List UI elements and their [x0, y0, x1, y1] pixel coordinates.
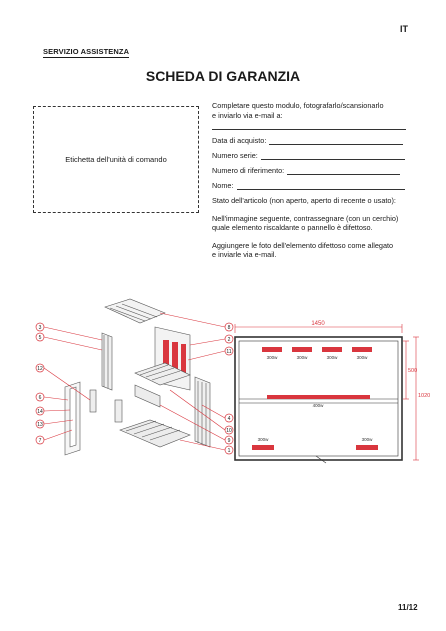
depth-dimension-label: 1020: [418, 393, 431, 399]
callout-5: 5: [38, 335, 42, 341]
callout-14: 14: [37, 409, 43, 415]
callout-1: 1: [227, 448, 231, 454]
circle-instruction-1: Nell'immagine seguente, contrassegnare (con un cerchio): [212, 213, 399, 223]
heater-top-3-label: 300w: [326, 355, 338, 360]
heater-bottom-1-label: 300w: [257, 437, 269, 442]
language-code: IT: [400, 24, 408, 34]
callouts-left: [36, 323, 44, 444]
heater-top-2-label: 300w: [296, 355, 308, 360]
circle-instruction-2: quale elemento riscaldante o pannello è difettoso.: [212, 223, 373, 232]
serial-number-label: Numero serie:: [212, 150, 258, 160]
callout-2: 2: [227, 337, 231, 343]
page-number: 11/12: [398, 603, 418, 612]
callout-6: 6: [38, 395, 42, 401]
callout-7: 7: [38, 438, 42, 444]
reference-number-field[interactable]: [287, 166, 400, 175]
name-field[interactable]: [237, 181, 405, 190]
photo-instruction-1: Aggiungere le foto dell'elemento difettoso come allegato: [212, 240, 394, 250]
floor-plan: [235, 321, 430, 463]
callout-3: 3: [38, 325, 42, 331]
reference-number-label: Numero di riferimento:: [212, 165, 285, 175]
label-box-text: Etichetta dell'unità di comando: [65, 155, 167, 164]
purchase-date-label: Data di acquisto:: [212, 135, 267, 145]
heater-top-4-label: 300w: [356, 355, 368, 360]
warranty-form: [212, 101, 422, 260]
callout-8: 8: [227, 325, 231, 331]
purchase-date-row: [212, 135, 422, 145]
photo-instruction-2: e inviarle via e-mail.: [212, 250, 277, 259]
callout-10: 10: [226, 428, 232, 434]
email-field[interactable]: [212, 120, 406, 130]
callout-13: 13: [37, 422, 43, 428]
name-label: Nome:: [212, 180, 234, 190]
callout-4: 4: [227, 416, 231, 422]
heater-top-1-label: 300w: [266, 355, 278, 360]
intro-line-2: e inviarlo via e-mail a:: [212, 110, 283, 120]
name-row: [212, 180, 422, 190]
section-heading: SERVIZIO ASSISTENZA: [43, 47, 130, 56]
width-dimension-label: 1450: [311, 321, 325, 327]
page-title: SCHEDA DI GARANZIA: [145, 68, 301, 84]
sauna-diagram: [30, 295, 440, 475]
intro-line-1: Completare questo modulo, fotografarlo/scansionarlo: [212, 101, 384, 110]
exploded-view: [44, 299, 225, 455]
purchase-date-field[interactable]: [269, 136, 403, 145]
callout-11: 11: [226, 349, 232, 355]
reference-number-row: [212, 165, 422, 175]
callout-9: 9: [227, 438, 231, 444]
heater-center-label: 400w: [312, 403, 324, 408]
callouts-right: [225, 323, 233, 454]
condition-text: Stato dell'articolo (non aperto, aperto di recente o usato):: [212, 196, 396, 205]
heater-zone-label: 500: [408, 368, 418, 374]
serial-number-field[interactable]: [261, 151, 405, 160]
heater-bottom-2-label: 300w: [361, 437, 373, 442]
control-unit-label-box: [33, 106, 199, 213]
callout-12: 12: [37, 366, 43, 372]
serial-number-row: [212, 150, 422, 160]
